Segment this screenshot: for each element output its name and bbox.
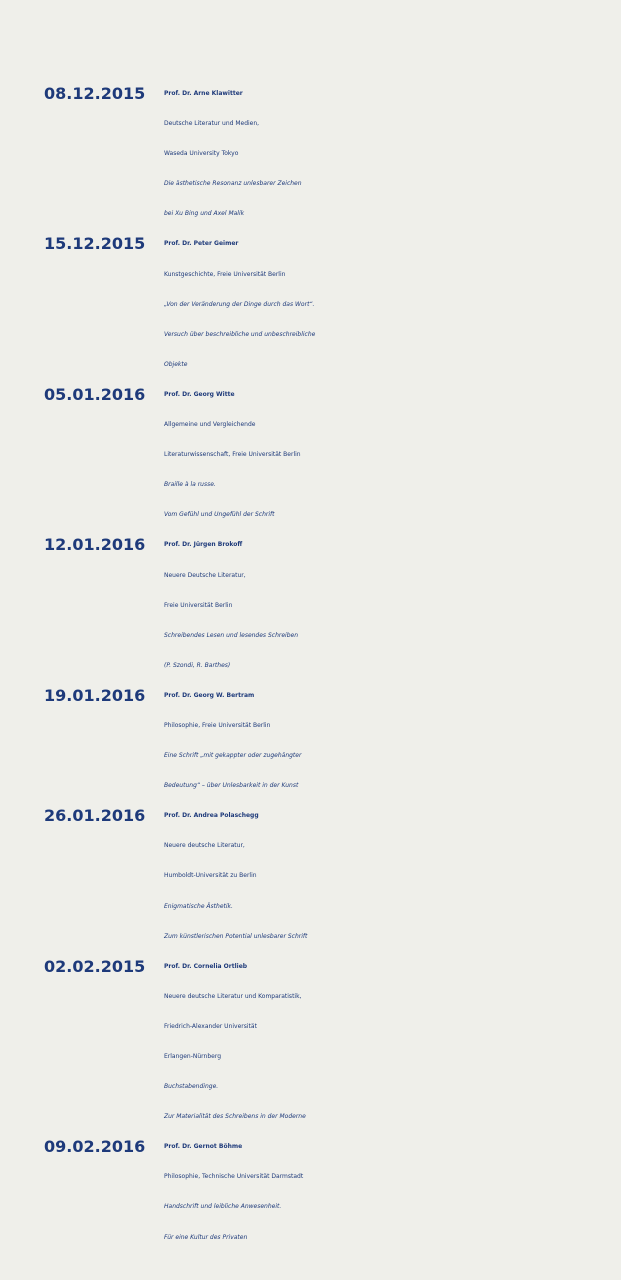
lecture-title: Zur Materialität des Schreibens in der Moderne: [164, 1113, 306, 1121]
lecture-title: Vom Gefühl und Ungefühl der Schrift: [164, 511, 275, 519]
lecture-title: Eine Schrift „mit gekappter oder zugehängter: [164, 752, 302, 760]
speaker-affiliation: Deutsche Literatur und Medien,: [164, 120, 260, 128]
speaker-affiliation: Literaturwissenschaft, Freie Universität Berlin: [164, 451, 301, 459]
lecture-title: Für eine Kultur des Privaten: [164, 1233, 248, 1241]
lecture-entry: [0, 681, 621, 801]
lecture-title: Braille à la russe.: [164, 481, 216, 489]
speaker-name: Prof. Dr. Peter Geimer: [164, 240, 239, 248]
lecture-content: [164, 380, 621, 530]
speaker-affiliation: Allgemeine und Vergleichende: [164, 421, 256, 429]
speaker-affiliation: Friedrich-Alexander Universität: [164, 1022, 257, 1030]
lecture-entry: [0, 229, 621, 379]
lecture-title: „Von der Veränderung der Dinge durch das Wort“.: [164, 300, 315, 308]
lecture-title: Versuch über beschreibliche und unbeschreibliche: [164, 330, 316, 338]
lecture-content: [164, 530, 621, 680]
lecture-title: bei Xu Bing und Axel Malik: [164, 210, 245, 218]
speaker-affiliation: Humboldt-Universität zu Berlin: [164, 872, 257, 880]
lecture-entry: [0, 79, 621, 229]
lecture-title: Schreibendes Lesen und lesendes Schreiben: [164, 631, 299, 639]
speaker-affiliation: Philosophie, Technische Universität Darmstadt: [164, 1173, 304, 1181]
lecture-content: [164, 79, 621, 229]
lecture-date: 08.12.2015: [44, 84, 146, 103]
lecture-title: Handschrift und leibliche Anwesenheit.: [164, 1203, 282, 1211]
speaker-affiliation: Neuere deutsche Literatur,: [164, 842, 245, 850]
speaker-name: Prof. Dr. Gernot Böhme: [164, 1143, 243, 1151]
lecture-date: 15.12.2015: [44, 234, 146, 254]
lecture-content: [164, 801, 621, 951]
lecture-title: Objekte: [164, 360, 188, 368]
lecture-entry: [0, 530, 621, 680]
speaker-name: Prof. Dr. Andrea Polaschegg: [164, 812, 259, 820]
lecture-entry: [0, 380, 621, 530]
lecture-date: 02.02.2015: [44, 956, 146, 976]
lecture-date: 09.02.2016: [44, 1137, 146, 1157]
speaker-affiliation: Freie Universität Berlin: [164, 601, 233, 609]
lecture-title: (P. Szondi, R. Barthes): [164, 661, 231, 669]
speaker-name: Prof. Dr. Cornelia Ortlieb: [164, 962, 248, 970]
lecture-content: [164, 681, 621, 801]
lecture-title: Die ästhetische Resonanz unlesbarer Zeichen: [164, 180, 302, 188]
lecture-content: [164, 1132, 621, 1252]
lecture-date: 26.01.2016: [44, 806, 146, 826]
lecture-title: Zum künstlerischen Potential unlesbarer Schrift: [164, 932, 308, 940]
speaker-affiliation: Erlangen-Nürnberg: [164, 1053, 221, 1060]
speaker-affiliation: Neuere deutsche Literatur und Komparatistik,: [164, 992, 302, 1000]
speaker-affiliation: Kunstgeschichte, Freie Universität Berlin: [164, 270, 286, 278]
lecture-entry: [0, 801, 621, 951]
lecture-title: Buchstabendinge.: [164, 1083, 219, 1091]
speaker-affiliation: Waseda University Tokyo: [164, 150, 239, 158]
lecture-title: Enigmatische Ästhetik.: [164, 902, 233, 910]
lecture-title: Bedeutung“ – über Unlesbarkeit in der Kunst: [164, 782, 299, 790]
lecture-entry: [0, 952, 621, 1133]
lecture-content: [164, 229, 621, 379]
speaker-name: Prof. Dr. Georg W. Bertram: [164, 691, 255, 699]
speaker-name: Prof. Dr. Jürgen Brokoff: [164, 541, 243, 549]
lecture-content: [164, 952, 621, 1133]
speaker-affiliation: Philosophie, Freie Universität Berlin: [164, 721, 271, 729]
lecture-date: 19.01.2016: [44, 685, 146, 705]
lecture-date: 05.01.2016: [44, 384, 146, 404]
speaker-name: Prof. Dr. Georg Witte: [164, 390, 235, 398]
lecture-list: [0, 79, 621, 1253]
lecture-entry: [0, 1132, 621, 1252]
lecture-date: 12.01.2016: [44, 535, 146, 555]
speaker-name: Prof. Dr. Arne Klawitter: [164, 90, 243, 97]
speaker-affiliation: Neuere Deutsche Literatur,: [164, 571, 246, 579]
